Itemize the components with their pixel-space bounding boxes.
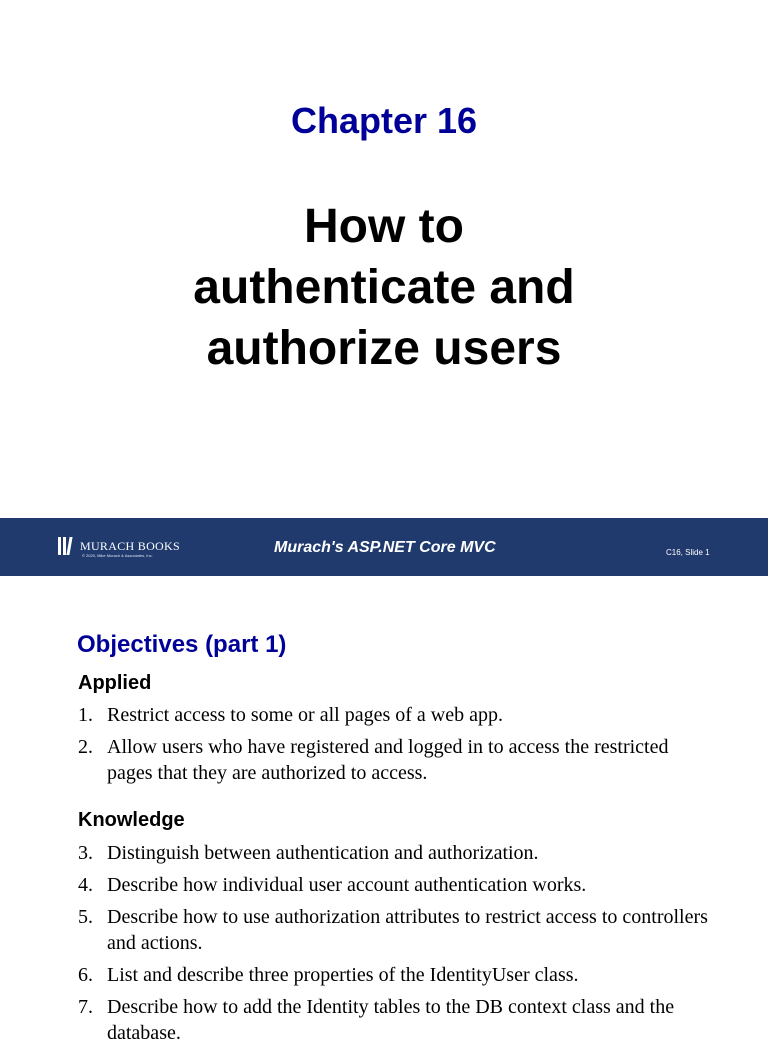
- item-number: 4.: [78, 874, 93, 896]
- footer-band: [0, 518, 768, 576]
- item-number: 5.: [78, 906, 93, 928]
- list-item: [78, 962, 718, 988]
- item-number: 3.: [78, 842, 93, 864]
- logo-text: MURACH BOOKS: [80, 539, 180, 553]
- slide-number: C16, Slide 1: [666, 548, 710, 557]
- objectives-list-knowledge: [78, 840, 718, 1052]
- list-item: [78, 840, 718, 866]
- list-item: [78, 872, 718, 898]
- item-number: 2.: [78, 736, 93, 758]
- objectives-list-applied: [78, 702, 718, 792]
- item-text: Restrict access to some or all pages of a web app.: [107, 704, 503, 726]
- list-item: [78, 994, 718, 1046]
- section-heading-knowledge: Knowledge: [78, 809, 185, 831]
- item-number: 7.: [78, 996, 93, 1018]
- item-number: 1.: [78, 704, 93, 726]
- item-text: Describe how to add the Identity tables to the DB context class and the database.: [107, 996, 675, 1044]
- title-line: How to: [304, 200, 464, 253]
- slide-title: [0, 196, 768, 379]
- list-item: [78, 904, 718, 956]
- section-heading-applied: Applied: [78, 672, 152, 694]
- item-number: 6.: [78, 964, 93, 986]
- copyright-text: © 2020, Mike Murach & Associates, Inc.: [82, 553, 153, 558]
- books-icon: [58, 537, 76, 555]
- course-title: Murach's ASP.NET Core MVC: [274, 539, 496, 556]
- list-item: [78, 734, 718, 786]
- item-text: Describe how individual user account authentication works.: [107, 874, 587, 896]
- chapter-label: Chapter 16: [290, 100, 478, 141]
- item-text: Allow users who have registered and logged in to access the restricted pages that they are authorized to access.: [107, 736, 669, 784]
- item-text: Distinguish between authentication and authorization.: [107, 842, 539, 864]
- item-text: Describe how to use authorization attributes to restrict access to controllers and actions.: [107, 906, 708, 954]
- title-line: authorize users: [206, 322, 562, 375]
- item-text: List and describe three properties of the IdentityUser class.: [107, 964, 579, 986]
- objectives-title: Objectives (part 1): [77, 631, 287, 658]
- title-line: authenticate and: [193, 261, 575, 314]
- list-item: [78, 702, 718, 728]
